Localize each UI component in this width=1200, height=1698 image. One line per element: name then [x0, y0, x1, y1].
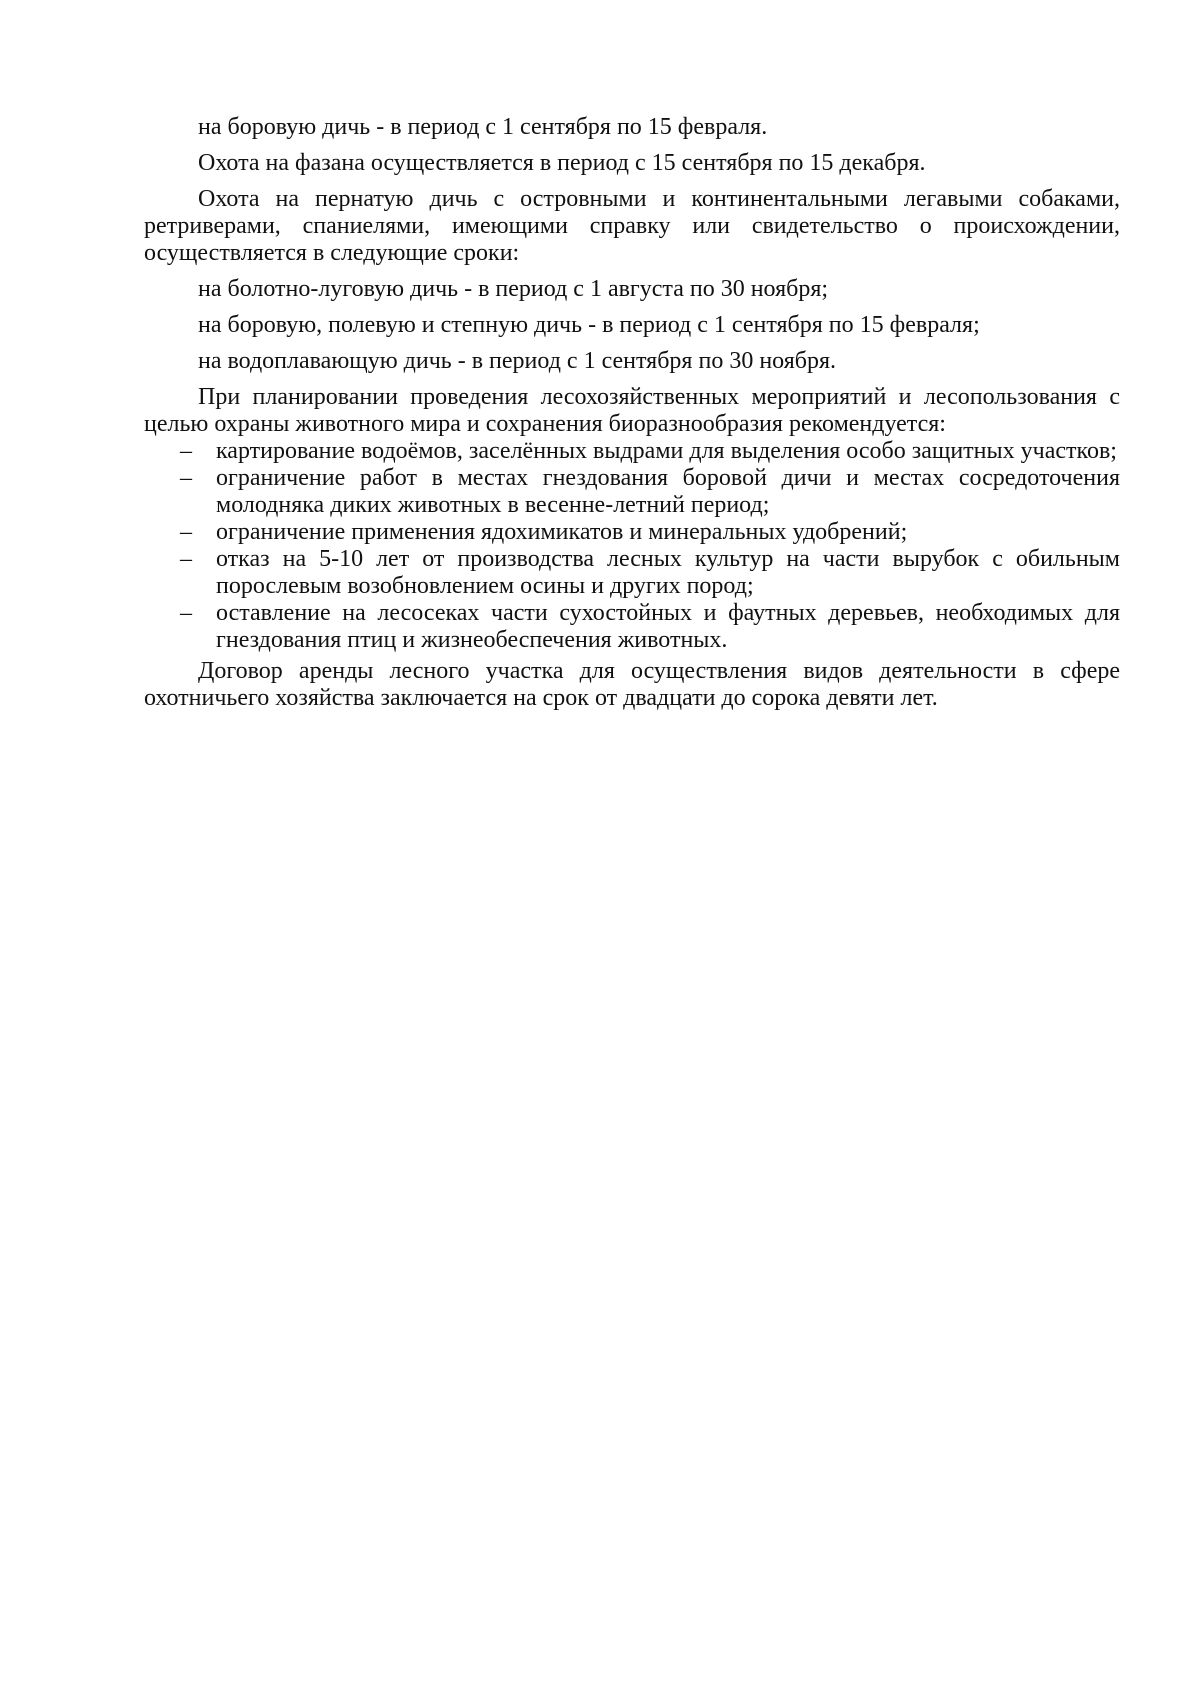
- list-item-text: картирование водоёмов, заселённых выдрами для выделения особо защитных участков;: [216, 438, 1117, 464]
- list-dash-icon: –: [180, 546, 192, 572]
- document-body: [144, 114, 1120, 712]
- list-item: [144, 465, 1120, 519]
- list-item-text: оставление на лесосеках части сухостойных и фаутных деревьев, необходимых для гнездования птиц и жизнеобеспечения животных.: [216, 600, 1120, 653]
- paragraph-pheasant-season: Охота на фазана осуществляется в период с 15 сентября по 15 декабря.: [198, 150, 926, 176]
- list-dash-icon: –: [180, 519, 192, 545]
- list-item-text: ограничение применения ядохимикатов и минеральных удобрений;: [216, 519, 908, 545]
- list-dash-icon: –: [180, 600, 192, 626]
- paragraph-upland-game-season: на боровую, полевую и степную дичь - в период с 1 сентября по 15 февраля;: [198, 312, 980, 338]
- paragraph-marsh-game-season: на болотно-луговую дичь - в период с 1 августа по 30 ноября;: [198, 276, 829, 302]
- recommendations-list: [144, 438, 1120, 654]
- list-item-text: отказ на 5-10 лет от производства лесных культур на части вырубок с обильным порослевым возобновлением осины и других пород;: [216, 546, 1120, 599]
- list-dash-icon: –: [180, 465, 192, 491]
- list-item: [144, 438, 1120, 465]
- list-dash-icon: –: [180, 438, 192, 464]
- list-item-text: ограничение работ в местах гнездования боровой дичи и местах сосредоточения молодняка диких животных в весенне-летний период;: [216, 465, 1120, 518]
- paragraph-recommendations-intro: При планировании проведения лесохозяйственных мероприятий и лесопользования с целью охраны животного мира и сохранения биоразнообразия рекомендуется:: [144, 384, 1120, 437]
- paragraph-waterfowl-season: на водоплавающую дичь - в период с 1 сентября по 30 ноября.: [198, 348, 836, 374]
- paragraph-dog-hunting-intro: Охота на пернатую дичь с островными и континентальными легавыми собаками, ретриверами, спаниелями, имеющими справку или свидетельство о происхождении, осуществляется в следующие сроки:: [144, 186, 1120, 266]
- list-item: [144, 600, 1120, 654]
- list-item: [144, 519, 1120, 546]
- paragraph-lease-term: Договор аренды лесного участка для осуществления видов деятельности в сфере охотничьего хозяйства заключается на срок от двадцати до сорока девяти лет.: [144, 658, 1120, 711]
- list-item: [144, 546, 1120, 600]
- paragraph-forest-game-season: на боровую дичь - в период с 1 сентября по 15 февраля.: [198, 114, 768, 140]
